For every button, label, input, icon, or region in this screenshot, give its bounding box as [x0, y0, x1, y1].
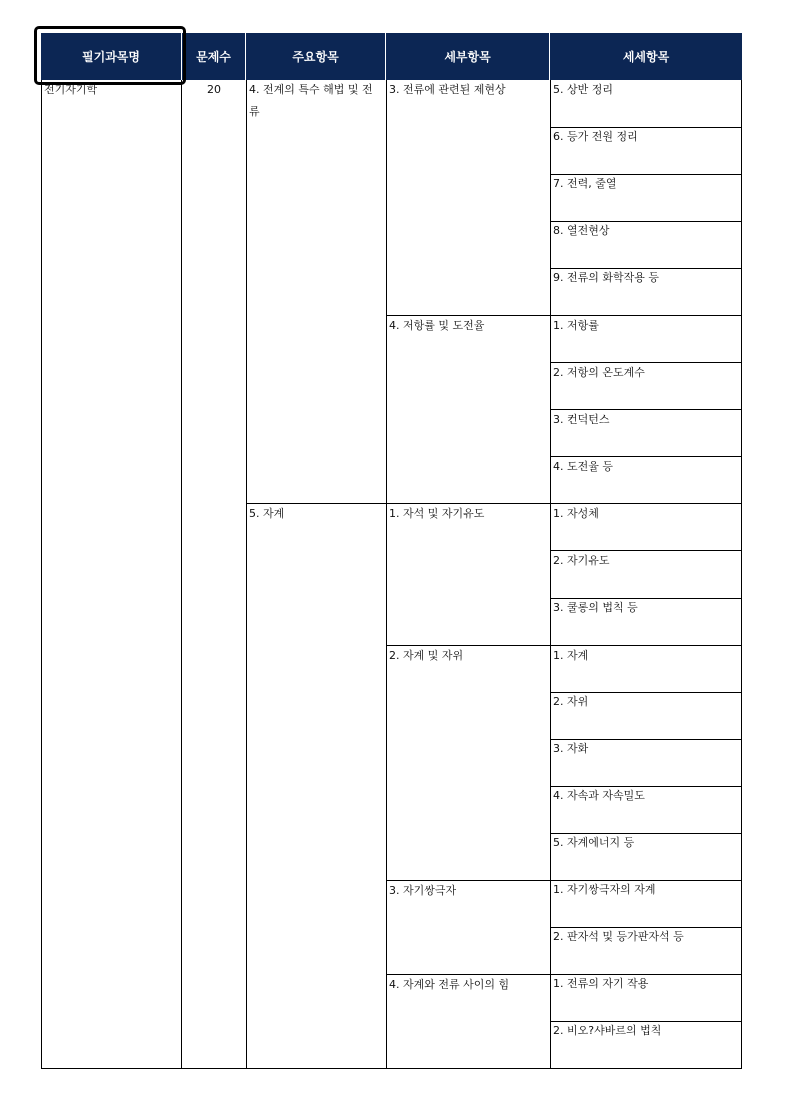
main-item: 5. 자계	[249, 507, 285, 520]
detail-item: 1. 전류의 자기 작용	[553, 977, 649, 990]
sub-item: 2. 자계 및 자위	[389, 649, 464, 662]
sub-item: 4. 자계와 전류 사이의 힘	[389, 978, 510, 991]
detail-item: 2. 판자석 및 등가판자석 등	[553, 930, 684, 943]
table-border-left	[41, 80, 42, 1069]
column-divider	[246, 80, 247, 1069]
detail-item: 1. 자계	[553, 649, 589, 662]
table-border-bottom	[41, 1068, 742, 1069]
table-border-right	[741, 80, 742, 1069]
highlight-box	[34, 26, 186, 85]
question-count: 20	[207, 83, 221, 96]
detail-item: 2. 저항의 온도계수	[553, 366, 645, 379]
detail-item: 2. 비오?샤바르의 법칙	[553, 1024, 662, 1037]
detail-item: 6. 등가 전원 정리	[553, 130, 638, 143]
sub-item: 1. 자석 및 자기유도	[389, 507, 485, 520]
subject-name: 전기자기학	[44, 83, 98, 96]
detail-item: 2. 자위	[553, 695, 589, 708]
detail-item: 8. 열전현상	[553, 224, 610, 237]
header-main-item: 주요항목	[246, 33, 386, 80]
header-detail-item: 세세항목	[550, 33, 742, 80]
detail-item: 3. 컨덕턴스	[553, 413, 610, 426]
detail-item: 1. 자기쌍극자의 자계	[553, 883, 656, 896]
detail-item: 2. 자기유도	[553, 554, 610, 567]
main-item: 4. 전계의 특수 해법 및 전류	[249, 83, 373, 118]
sub-item: 3. 자기쌍극자	[389, 884, 457, 897]
detail-item: 5. 자계에너지 등	[553, 836, 635, 849]
header-count: 문제수	[182, 33, 246, 80]
column-divider	[181, 80, 182, 1069]
detail-item: 4. 도전율 등	[553, 460, 613, 473]
detail-item: 9. 전류의 화학작용 등	[553, 271, 659, 284]
detail-item: 3. 자화	[553, 742, 589, 755]
column-divider	[550, 80, 551, 1069]
detail-item: 4. 자속과 자속밀도	[553, 789, 645, 802]
sub-item: 3. 전류에 관련된 제현상	[389, 83, 506, 96]
detail-item: 3. 쿨롱의 법칙 등	[553, 601, 638, 614]
sub-item: 4. 저항률 및 도전율	[389, 319, 485, 332]
detail-item: 1. 저항률	[553, 319, 599, 332]
header-subject: 필기과목명	[41, 33, 182, 80]
column-divider	[386, 80, 387, 1069]
header-sub-item: 세부항목	[386, 33, 550, 80]
detail-item: 7. 전력, 줄열	[553, 177, 617, 190]
detail-item: 1. 자성체	[553, 507, 599, 520]
detail-item: 5. 상반 정리	[553, 83, 613, 96]
